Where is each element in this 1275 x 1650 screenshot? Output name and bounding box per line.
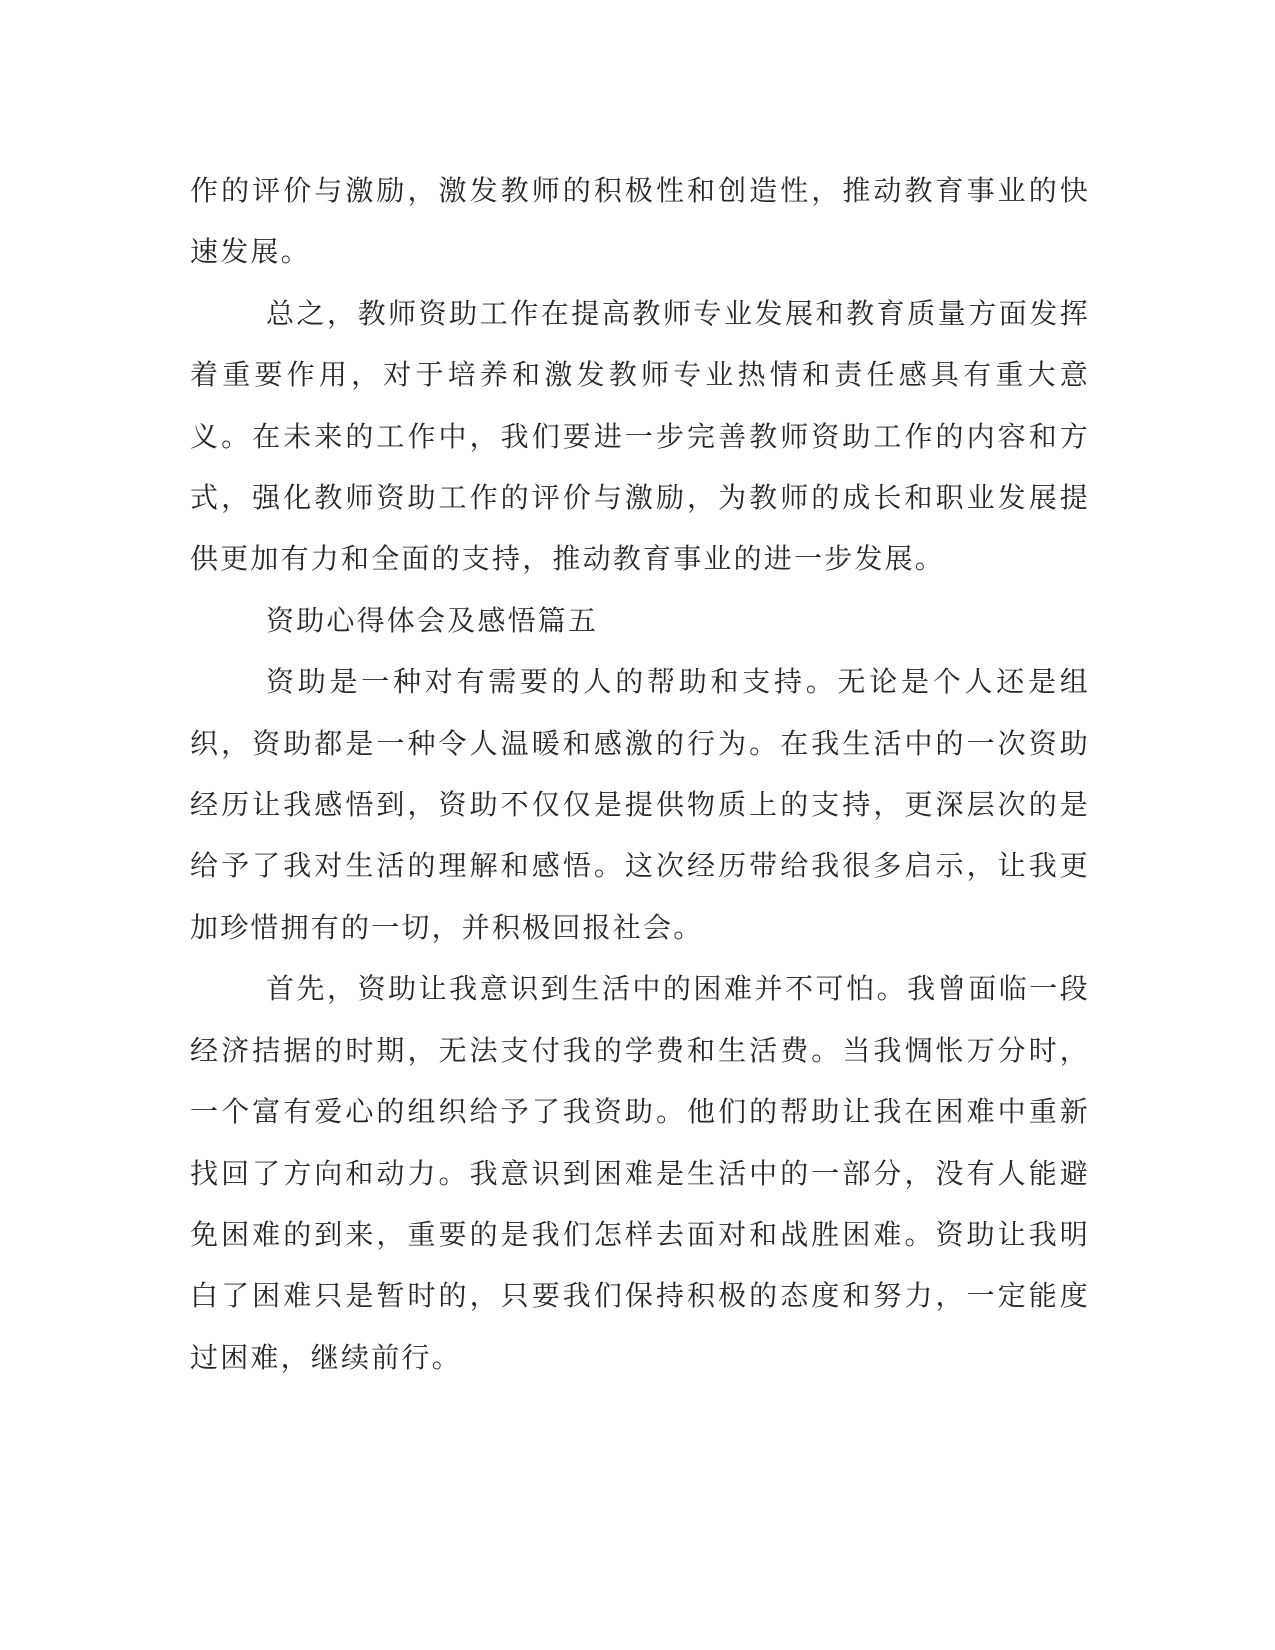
paragraph-intro: 资助是一种对有需要的人的帮助和支持。无论是个人还是组织，资助都是一种令人温暖和感激的行为。在我生活中的一次资助经历让我感悟到，资助不仅仅是提供物质上的支持，更深层次的是给予了我对生活的理解和感悟。这次经历带给我很多启示，让我更加珍惜拥有的一切，并积极回报社会。 <box>190 665 1090 944</box>
section-heading: 资助心得体会及感悟篇五 <box>266 603 599 637</box>
paragraph-summary: 总之，教师资助工作在提高教师专业发展和教育质量方面发挥着重要作用，对于培养和激发教师专业热情和责任感具有重大意义。在未来的工作中，我们要进一步完善教师资助工作的内容和方式，强化教师资助工作的评价与激励，为教师的成长和职业发展提供更加有力和全面的支持，推动教育事业的进一步发展。 <box>190 296 1090 576</box>
paragraph-continuation: 作的评价与激励，激发教师的积极性和创造性，推动教育事业的快速发展。 <box>190 174 1090 269</box>
paragraph-first-point: 首先，资助让我意识到生活中的困难并不可怕。我曾面临一段经济拮据的时期，无法支付我的学费和生活费。当我惆怅万分时，一个富有爱心的组织给予了我资助。他们的帮助让我在困难中重新找回了方向和动力。我意识到困难是生活中的一部分，没有人能避免困难的到来，重要的是我们怎样去面对和战胜困难。资助让我明白了困难只是暂时的，只要我们保持积极的态度和努力，一定能度过困难，继续前行。 <box>190 972 1090 1374</box>
document-body <box>190 160 1090 1388</box>
